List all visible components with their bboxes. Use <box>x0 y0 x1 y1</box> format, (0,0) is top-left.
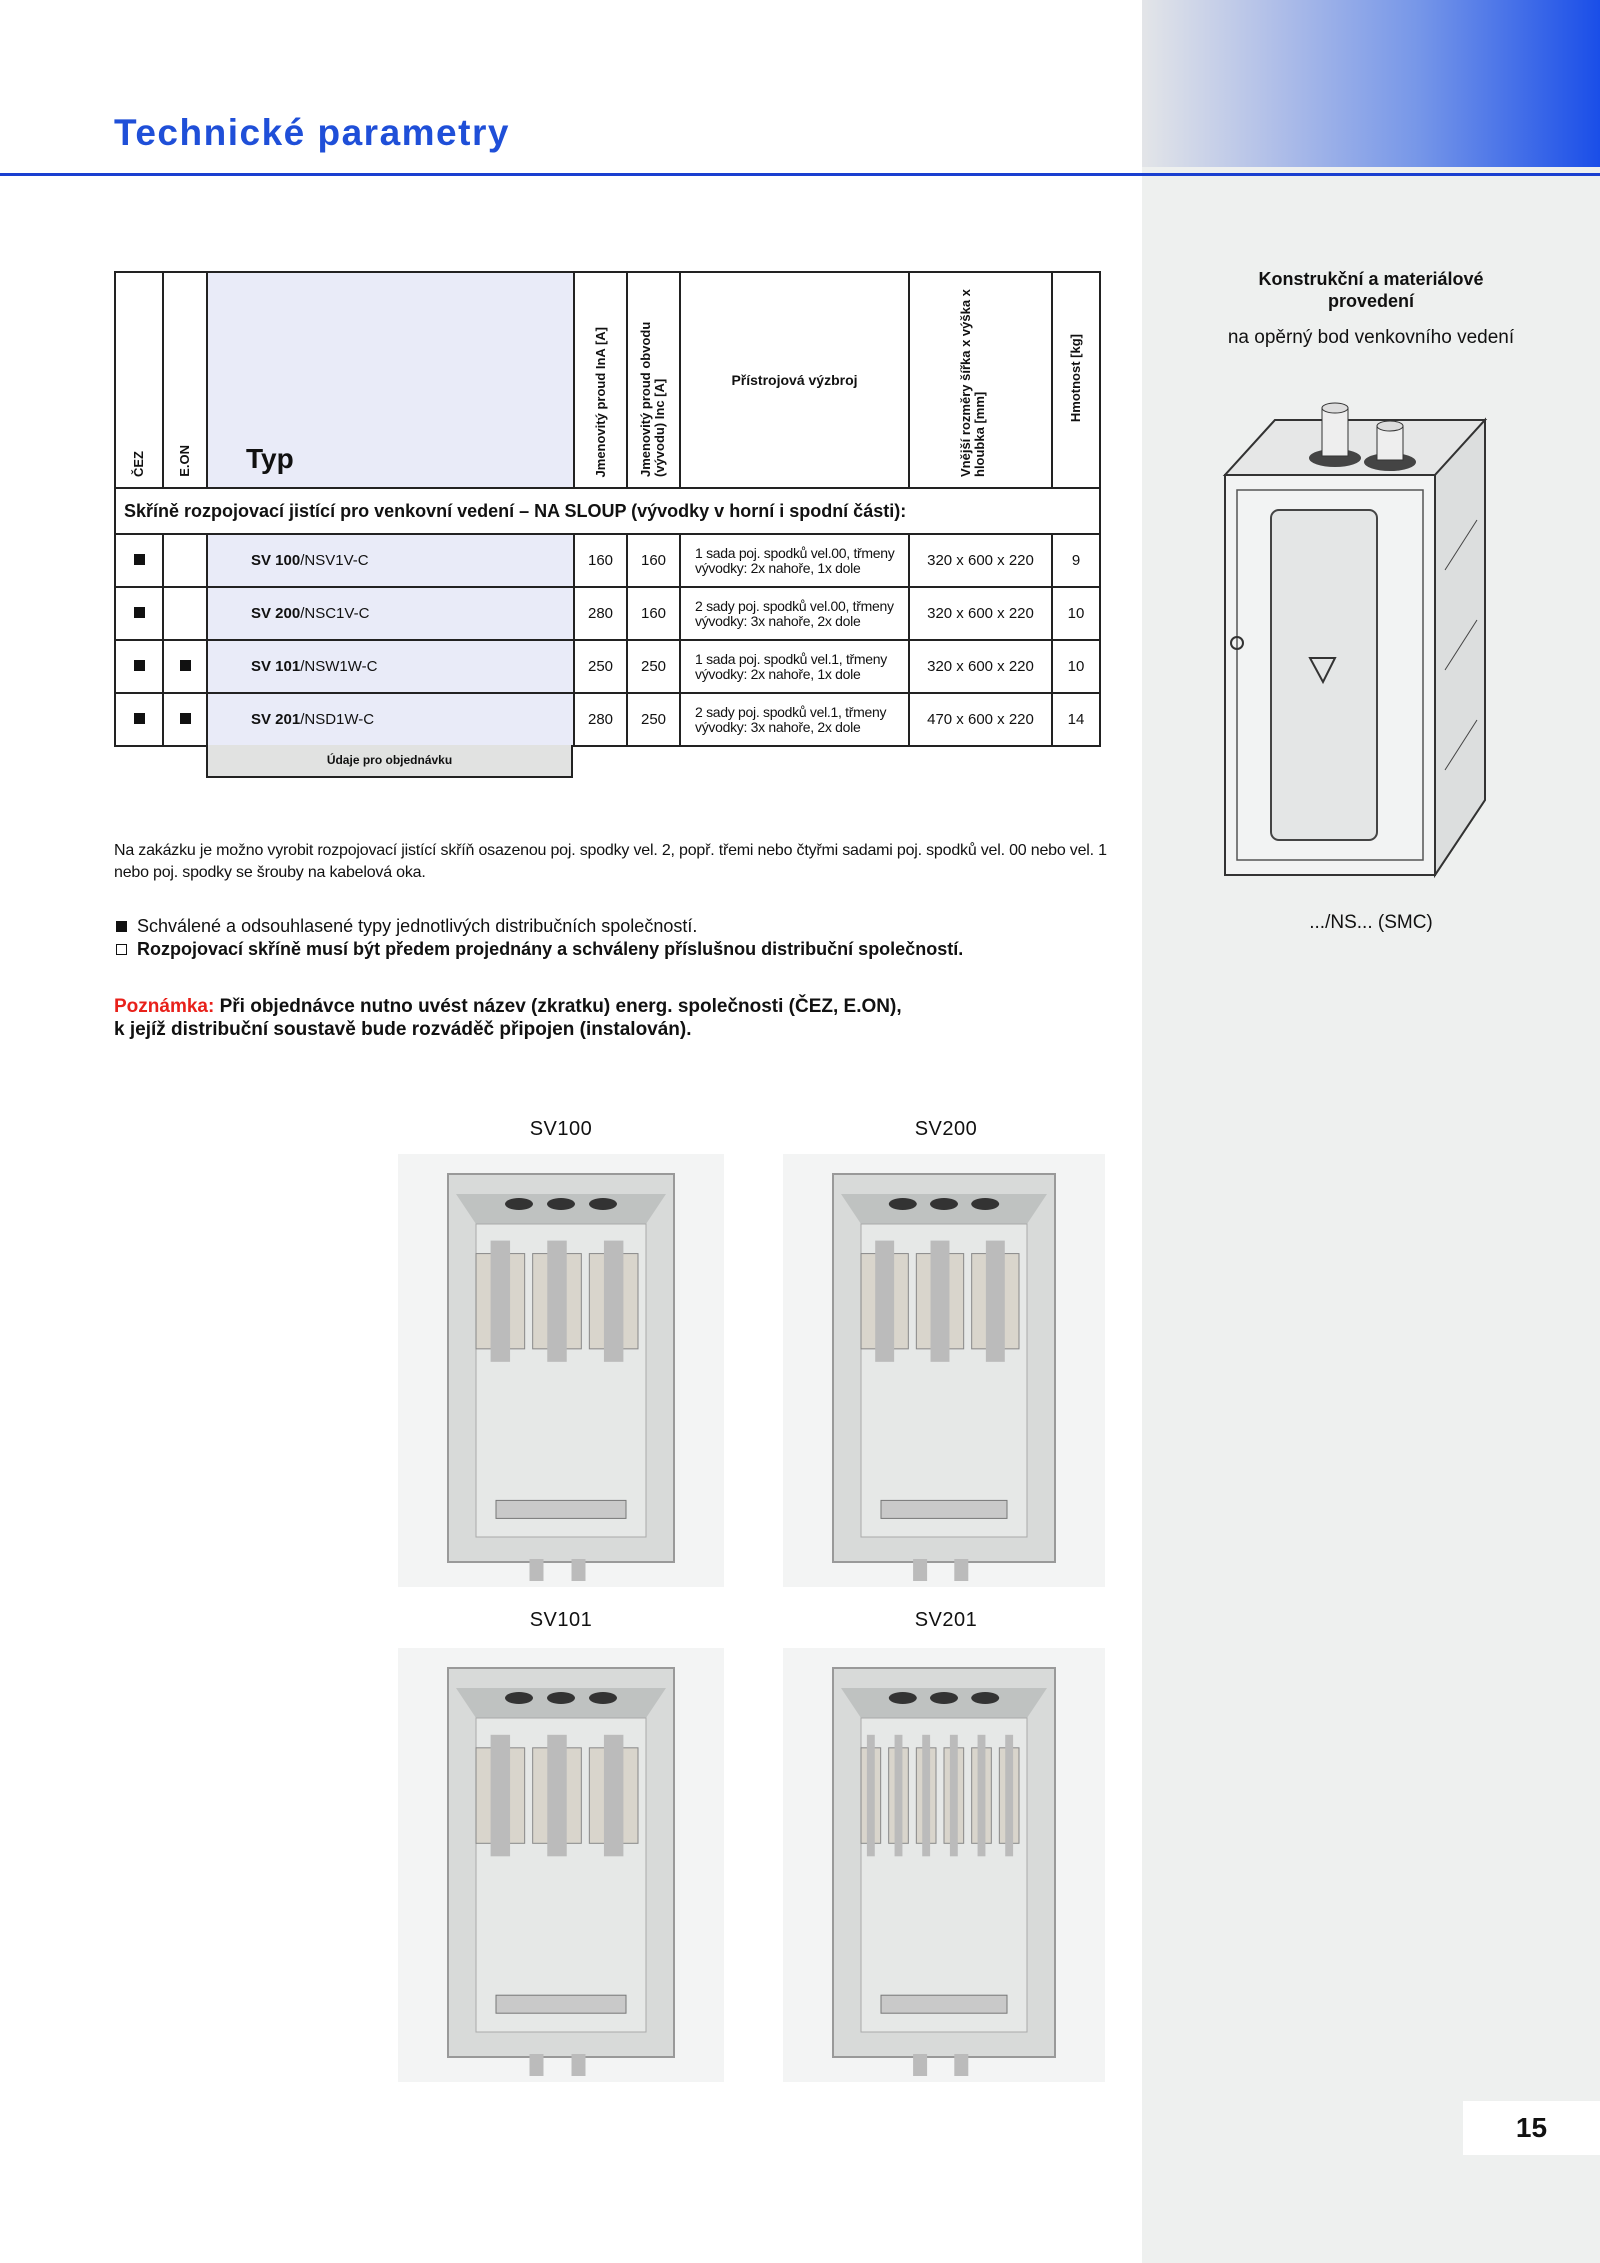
equipment-cell: 2 sady poj. spodků vel.00, třmeny vývodky: 3x nahoře, 2x dole <box>680 587 909 640</box>
equipment-cell: 2 sady poj. spodků vel.1, třmeny vývodky: 3x nahoře, 2x dole <box>680 693 909 746</box>
header-gradient <box>1142 0 1600 167</box>
filled-square-icon <box>134 554 145 565</box>
remark-label: Poznámka: <box>114 996 215 1017</box>
dims-cell: 320 x 600 x 220 <box>909 587 1052 640</box>
eon-cell <box>163 693 207 746</box>
type-cell: SV 201/NSD1W-C <box>207 693 574 746</box>
photo-sv201 <box>783 1648 1105 2082</box>
eon-cell <box>163 534 207 587</box>
weight-cell: 14 <box>1052 693 1100 746</box>
col-eon: E.ON <box>177 445 192 477</box>
dims-cell: 470 x 600 x 220 <box>909 693 1052 746</box>
inc-cell: 250 <box>627 640 680 693</box>
table-row <box>115 587 1100 640</box>
sidebar-subtitle: na opěrný bod venkovního vedení <box>1227 327 1515 348</box>
col-ina: Jmenovitý proud InA [A] <box>592 326 608 477</box>
filled-square-icon <box>180 660 191 671</box>
cez-cell <box>115 640 163 693</box>
eon-cell <box>163 640 207 693</box>
section-title: Skříně rozpojovací jistící pro venkovní vedení – NA SLOUP (vývodky v horní i spodní části): <box>115 488 1100 534</box>
sidebar-heading: Konstrukční a materiálové provedení <box>1258 269 1484 311</box>
enclosure-drawing <box>1215 400 1495 880</box>
weight-cell: 10 <box>1052 587 1100 640</box>
filled-square-icon <box>116 921 127 932</box>
order-info-label: Údaje pro objednávku <box>206 745 573 778</box>
photo-label-sv200: SV200 <box>914 1118 978 1140</box>
equipment-cell: 1 sada poj. spodků vel.00, třmeny vývodky: 2x nahoře, 1x dole <box>680 534 909 587</box>
ina-cell: 280 <box>574 693 627 746</box>
col-cez: ČEZ <box>131 451 146 477</box>
legend-filled: Schválené a odsouhlasené typy jednotlivých distribučních společností. <box>116 916 697 937</box>
ina-cell: 280 <box>574 587 627 640</box>
table-row <box>115 693 1100 746</box>
weight-cell: 10 <box>1052 640 1100 693</box>
remark-line-2: k jejíž distribuční soustavě bude rozváděč připojen (instalován). <box>114 1019 692 1040</box>
col-inc: Jmenovitý proud obvodu (vývodu) Inc [A] <box>637 321 667 477</box>
filled-square-icon <box>180 713 191 724</box>
remark-line-1: Při objednávce nutno uvést název (zkratku) energ. společnosti (ČEZ, E.ON), <box>219 996 902 1017</box>
col-dims: Vnější rozměry šířka x výška x hloubka [mm] <box>957 289 987 477</box>
filled-square-icon <box>134 607 145 618</box>
table-row <box>115 640 1100 693</box>
remark <box>114 995 902 1041</box>
ina-cell: 160 <box>574 534 627 587</box>
col-weight: Hmotnost [kg] <box>1068 333 1083 423</box>
type-cell: SV 100/NSV1V-C <box>207 534 574 587</box>
table-row <box>115 534 1100 587</box>
weight-cell: 9 <box>1052 534 1100 587</box>
enclosure-photo <box>398 1648 724 2082</box>
photo-sv100 <box>398 1154 724 1587</box>
inc-cell: 250 <box>627 693 680 746</box>
cez-cell <box>115 587 163 640</box>
header-rule <box>0 173 1600 176</box>
inc-cell: 160 <box>627 587 680 640</box>
cez-cell <box>115 534 163 587</box>
sidebar-caption: .../NS... (SMC) <box>1309 912 1433 933</box>
type-cell: SV 101/NSW1W-C <box>207 640 574 693</box>
type-cell: SV 200/NSC1V-C <box>207 587 574 640</box>
dims-cell: 320 x 600 x 220 <box>909 534 1052 587</box>
col-typ: Typ <box>246 443 294 474</box>
enclosure-photo <box>398 1154 724 1587</box>
page-title: Technické parametry <box>114 112 510 153</box>
page-number: 15 <box>1463 2101 1600 2155</box>
ina-cell: 250 <box>574 640 627 693</box>
enclosure-photo <box>783 1648 1105 2082</box>
eon-cell <box>163 587 207 640</box>
parameters-table <box>114 271 1101 747</box>
empty-square-icon <box>116 944 127 955</box>
legend-empty: Rozpojovací skříně musí být předem projednány a schváleny příslušnou distribuční společností. <box>116 939 963 960</box>
filled-square-icon <box>134 660 145 671</box>
photo-label-sv100: SV100 <box>529 1118 593 1140</box>
enclosure-photo <box>783 1154 1105 1587</box>
custom-note: Na zakázku je možno vyrobit rozpojovací jistící skříň osazenou poj. spodky vel. 2, popř. třemi nebo čtyřmi sadami poj. spodků vel. 00 nebo vel. 1 nebo poj. spodky se šrouby na kabelová oka. <box>114 842 1107 881</box>
filled-square-icon <box>134 713 145 724</box>
col-equipment: Přístrojová výzbroj <box>680 272 909 488</box>
equipment-cell: 1 sada poj. spodků vel.1, třmeny vývodky: 2x nahoře, 1x dole <box>680 640 909 693</box>
inc-cell: 160 <box>627 534 680 587</box>
photo-sv200 <box>783 1154 1105 1587</box>
photo-label-sv101: SV101 <box>529 1609 593 1631</box>
photo-sv101 <box>398 1648 724 2082</box>
dims-cell: 320 x 600 x 220 <box>909 640 1052 693</box>
cez-cell <box>115 693 163 746</box>
photo-label-sv201: SV201 <box>914 1609 978 1631</box>
